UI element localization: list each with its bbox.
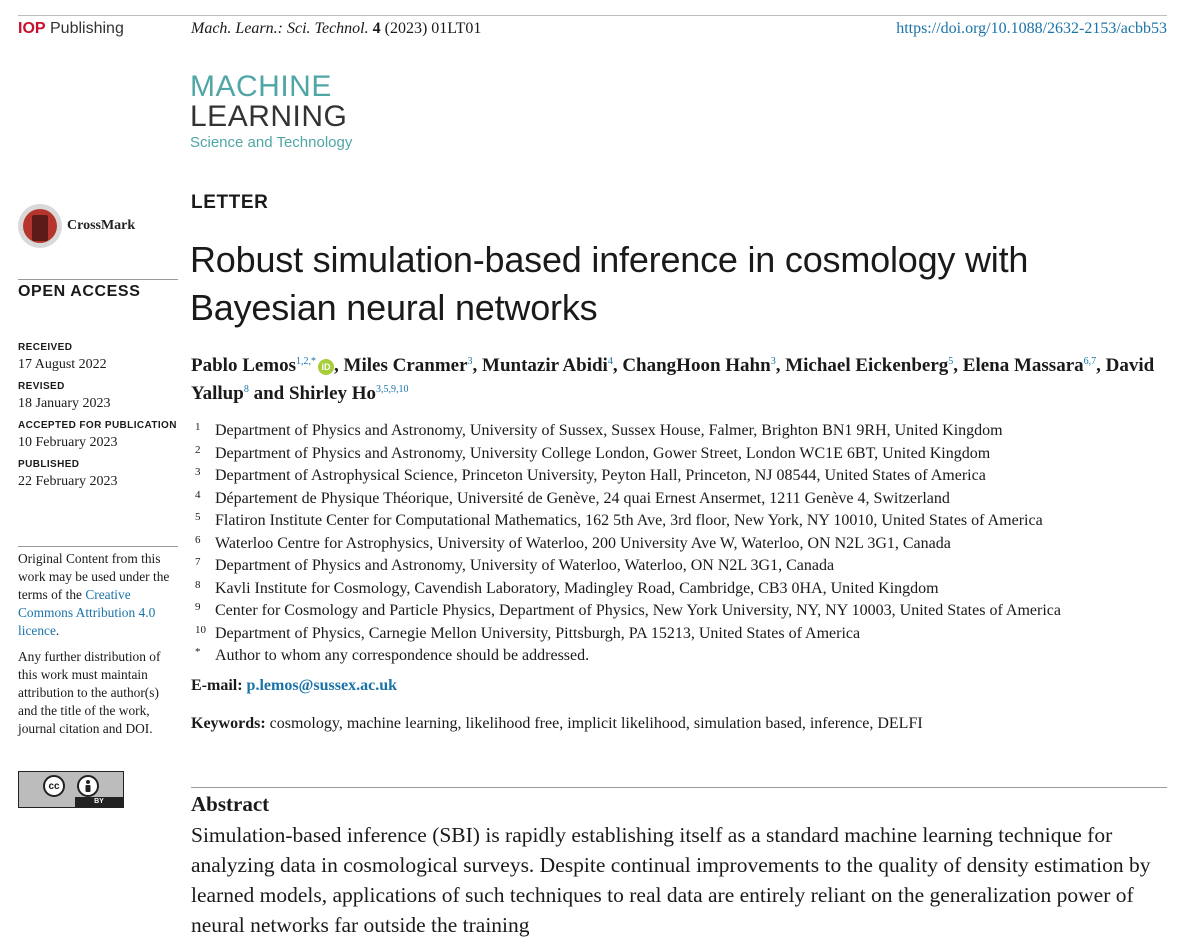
cc-by-badge[interactable]	[18, 771, 124, 808]
affiliation-item	[195, 465, 1175, 488]
abstract-text: Simulation-based inference (SBI) is rapidly establishing itself as a standard machine learning technique for analyzing data in cosmological surveys. Despite continual improvements to the quality of density estimation by learned models, applications of such techniques to real data are entirely reliant on the generalization power of neural networks far outside the training	[191, 823, 1151, 937]
author-separator: ,	[1096, 355, 1106, 376]
affiliation-item	[195, 600, 1175, 623]
article-type: LETTER	[191, 192, 269, 213]
author-affil-sup: 3,5,9,10	[376, 384, 409, 395]
author-affil-sup: 8	[243, 384, 249, 395]
corresponding-email	[191, 677, 397, 695]
affiliation-number: 7	[195, 556, 201, 568]
license-notice	[18, 550, 178, 746]
publisher-logo[interactable]	[18, 20, 124, 38]
journal-logo-line3: Science and Technology	[190, 134, 353, 151]
date-value: 18 January 2023	[18, 396, 111, 411]
open-access-label: OPEN ACCESS	[18, 283, 141, 300]
journal-citation	[191, 20, 481, 38]
affiliation-number: 6	[195, 533, 201, 546]
cc-icon: cc	[43, 775, 65, 797]
author-name[interactable]: Michael Eickenberg	[785, 355, 949, 376]
email-label: E-mail:	[191, 677, 243, 694]
affiliation-number: 9	[195, 601, 201, 613]
author-name[interactable]: Miles Cranmer	[343, 355, 468, 376]
journal-name: Mach. Learn.: Sci. Technol.	[191, 20, 369, 37]
author-name[interactable]: David Yallup	[191, 355, 1155, 404]
orcid-icon[interactable]: iD	[318, 359, 334, 375]
crossmark-icon	[18, 204, 62, 248]
sidebar-divider	[18, 279, 178, 280]
crossmark-label: CrossMark	[67, 218, 136, 233]
affiliation-list	[195, 420, 1175, 668]
date-label: ACCEPTED FOR PUBLICATION	[18, 420, 177, 431]
date-label: RECEIVED	[18, 342, 73, 353]
author-name[interactable]: Muntazir Abidi	[482, 355, 608, 376]
author-name[interactable]: Elena Massara	[962, 355, 1084, 376]
date-accepted	[18, 419, 183, 452]
affiliation-number: 1	[195, 421, 201, 433]
author-affil-sup: 3	[467, 356, 473, 367]
journal-logo[interactable]	[190, 72, 352, 154]
person-icon	[77, 775, 99, 797]
date-label: REVISED	[18, 381, 65, 392]
article-title: Robust simulation-based inference in cosmology with Bayesian neural networks	[190, 239, 1029, 328]
date-received	[18, 341, 183, 374]
affiliation-item	[195, 623, 1175, 646]
abstract-divider	[191, 787, 1167, 788]
affiliation-text: Flatiron Institute Center for Computational Mathematics, 162 5th Ave, 3rd floor, New York, NY 10010, United States of America	[215, 512, 1043, 529]
author-separator: ,	[334, 355, 344, 376]
author-list	[191, 352, 1166, 408]
affiliation-item	[195, 443, 1175, 466]
publisher-brand: IOP	[18, 20, 46, 37]
header-rule	[18, 15, 1167, 16]
affiliation-text: Author to whom any correspondence should be addressed.	[215, 647, 590, 664]
affiliation-text: Department of Physics, Carnegie Mellon University, Pittsburgh, PA 15213, United States of America	[215, 624, 861, 642]
affiliation-item	[195, 555, 1175, 578]
affiliation-item	[195, 420, 1175, 443]
affiliation-number: *	[195, 646, 201, 658]
author-separator: ,	[612, 355, 623, 376]
affiliation-text: Waterloo Centre for Astrophysics, University of Waterloo, 200 University Ave W, Waterloo, ON N2L 3G1, Canada	[215, 534, 951, 552]
date-value: 22 February 2023	[18, 474, 118, 489]
affiliation-text: Kavli Institute for Cosmology, Cavendish Laboratory, Madingley Road, Cambridge, CB3 0HA, United Kingdom	[215, 579, 939, 597]
keywords-list: cosmology, machine learning, likelihood free, implicit likelihood, simulation based, inference, DELFI	[269, 715, 923, 732]
journal-year-article: (2023) 01LT01	[384, 20, 482, 37]
date-value: 10 February 2023	[18, 435, 118, 450]
author-separator: and	[248, 383, 289, 404]
affiliation-number: 3	[195, 466, 201, 478]
crossmark-badge[interactable]	[18, 204, 135, 248]
license-attribution: Any further distribution of this work must maintain attribution to the author(s) and the title of the work, journal citation and DOI.	[18, 649, 161, 736]
keywords-label: Keywords:	[191, 715, 266, 732]
affiliation-item	[195, 533, 1175, 556]
journal-volume: 4	[372, 20, 381, 37]
affiliation-item	[195, 645, 1175, 668]
doi-link[interactable]: https://doi.org/10.1088/2632-2153/acbb53	[896, 20, 1167, 37]
affiliation-number: 8	[195, 578, 201, 591]
license-text: Original Content from this work may be used under the terms of the	[18, 551, 170, 602]
affiliation-text: Department of Physics and Astronomy, University of Sussex, Sussex House, Falmer, Brighton BN1 9RH, United Kingdom	[215, 422, 1003, 439]
keywords	[191, 715, 923, 733]
license-text-end: .	[55, 623, 60, 638]
author-affil-sup: 1,2,*	[296, 356, 317, 367]
author-affil-sup: 6,7	[1083, 356, 1097, 367]
license-paragraph	[18, 550, 178, 640]
author-name[interactable]: Shirley Ho	[288, 383, 377, 404]
abstract-heading: Abstract	[191, 792, 270, 816]
author-affil-sup: 5	[948, 356, 954, 367]
affiliation-number: 4	[195, 488, 201, 501]
cc-license-link[interactable]: Creative Commons Attribution 4.0 licence	[18, 587, 156, 638]
author-name[interactable]: ChangHoon Hahn	[622, 355, 771, 376]
date-revised	[18, 380, 183, 413]
date-value: 17 August 2022	[18, 357, 107, 372]
author-separator: ,	[775, 355, 786, 376]
publication-dates	[18, 341, 183, 497]
affiliation-text: Department of Astrophysical Science, Princeton University, Peyton Hall, Princeton, NJ 08544, United States of America	[215, 467, 986, 484]
affiliation-text: Département de Physique Théorique, Université de Genève, 24 quai Ernest Ansermet, 1211 Genève 4, Switzerland	[215, 489, 950, 507]
email-link[interactable]: p.lemos@sussex.ac.uk	[246, 677, 398, 694]
author-affil-sup: 3	[770, 356, 776, 367]
affiliation-text: Department of Physics and Astronomy, University College London, Gower Street, London WC1E 6BT, United Kingdom	[215, 444, 991, 462]
affiliation-item	[195, 510, 1175, 533]
affiliation-text: Department of Physics and Astronomy, University of Waterloo, Waterloo, ON N2L 3G1, Canada	[215, 557, 835, 574]
affiliation-text: Center for Cosmology and Particle Physics, Department of Physics, New York University, NY, NY 10003, United States of America	[215, 602, 1061, 619]
author-affil-sup: 4	[607, 356, 613, 367]
affiliation-number: 2	[195, 443, 201, 456]
affiliation-item	[195, 578, 1175, 601]
author-name[interactable]: Pablo Lemos	[191, 355, 297, 376]
affiliation-number: 5	[195, 511, 201, 523]
sidebar-divider	[18, 546, 178, 547]
journal-logo-line1: MACHINE	[190, 70, 332, 103]
author-separator: ,	[953, 355, 963, 376]
author-separator: ,	[472, 355, 483, 376]
affiliation-item	[195, 488, 1175, 511]
affiliation-number: 10	[195, 623, 206, 636]
publisher-name: Publishing	[45, 20, 124, 37]
journal-logo-line2: LEARNING	[190, 100, 348, 133]
date-label: PUBLISHED	[18, 459, 80, 470]
cc-by-label: BY	[75, 797, 123, 807]
date-published	[18, 458, 183, 491]
